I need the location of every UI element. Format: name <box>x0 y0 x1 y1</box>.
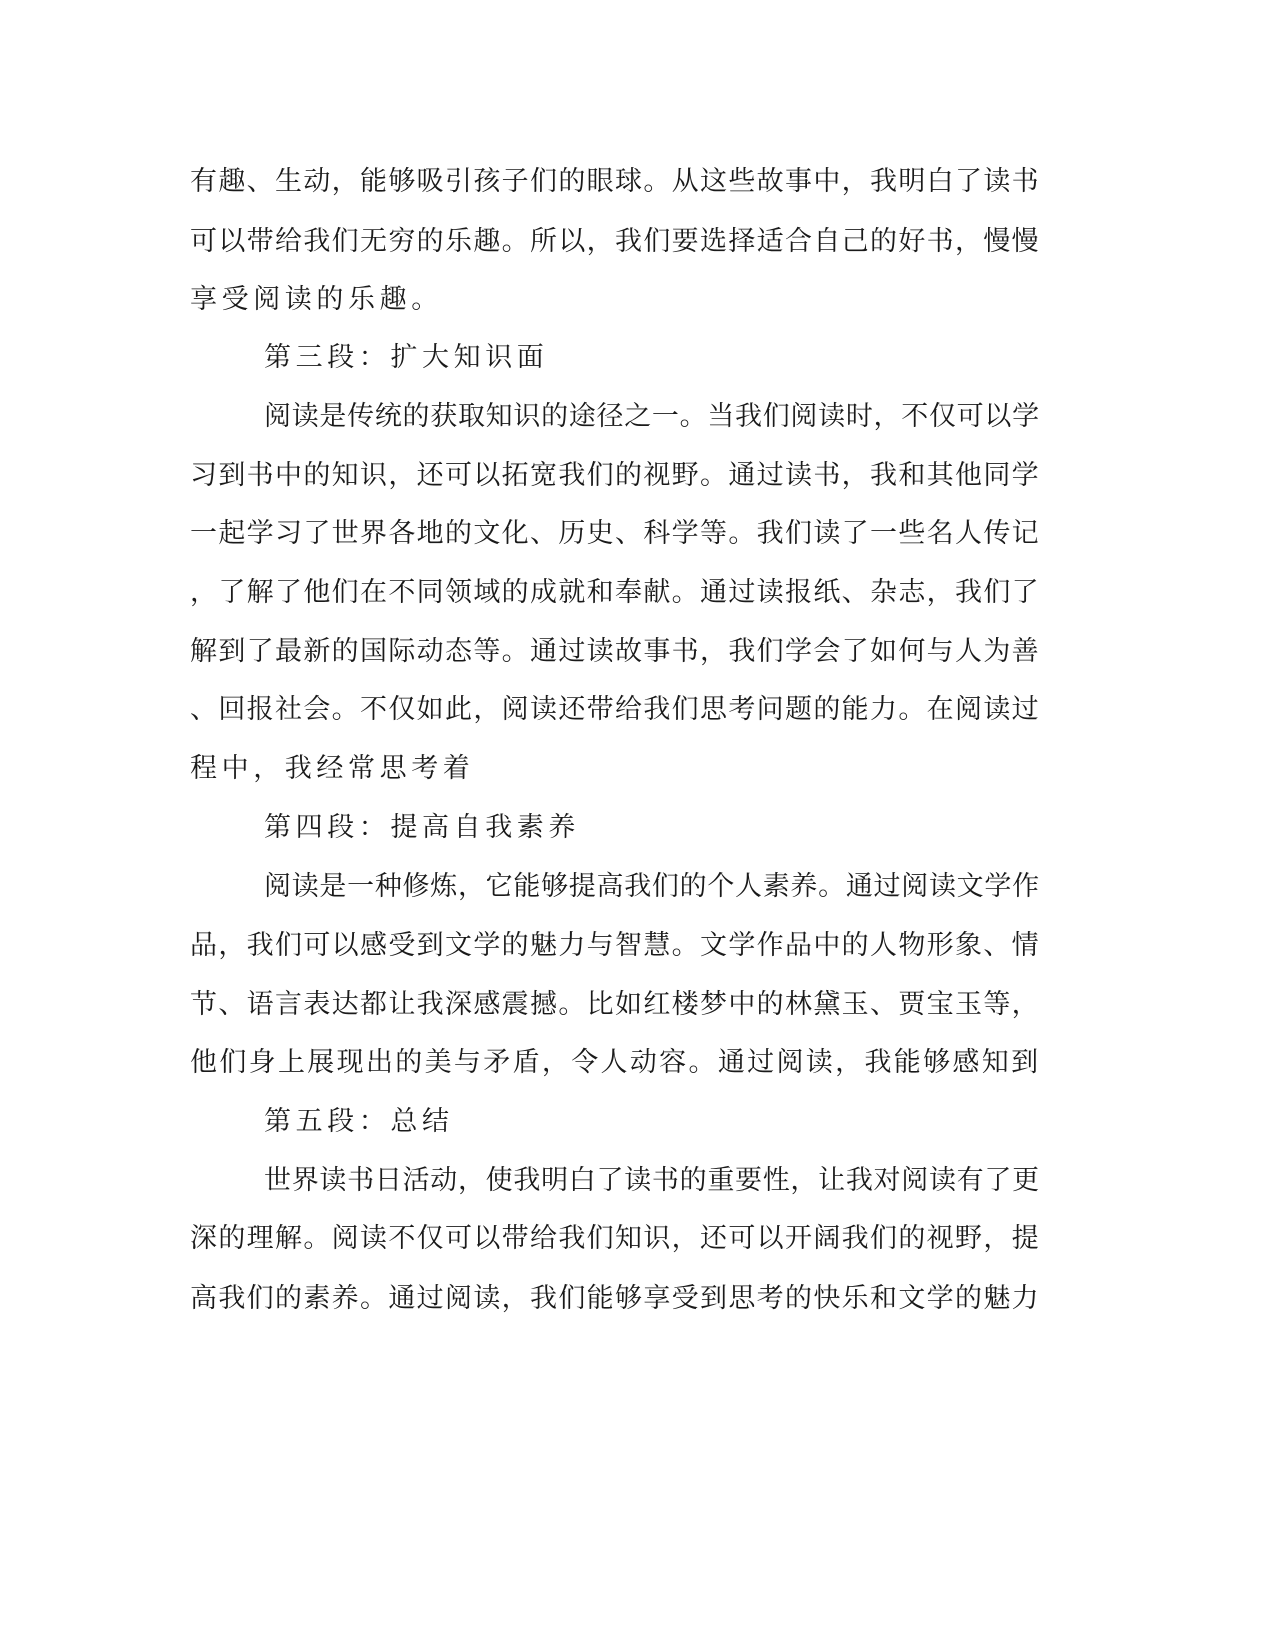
section-heading: 第四段：提高自我素养 <box>264 812 580 843</box>
text-line: 他们身上展现出的美与矛盾，令人动容。通过阅读，我能够感知到 <box>190 1047 1041 1078</box>
text-line: 深的理解。阅读不仅可以带给我们知识，还可以开阔我们的视野，提 <box>190 1223 1040 1254</box>
text-line: 一起学习了世界各地的文化、历史、科学等。我们读了一些名人传记 <box>190 518 1040 549</box>
paragraph-first-line: 阅读是一种修炼，它能够提高我们的个人素养。通过阅读文学作 <box>264 871 1040 902</box>
paragraph-first-line: 世界读书日活动，使我明白了读书的重要性，让我对阅读有了更 <box>264 1165 1040 1196</box>
text-line: 品，我们可以感受到文学的魅力与智慧。文学作品中的人物形象、情 <box>190 930 1040 961</box>
text-line: 有趣、生动，能够吸引孩子们的眼球。从这些故事中，我明白了读书 <box>190 166 1040 197</box>
text-line: 节、语言表达都让我深感震撼。比如红楼梦中的林黛玉、贾宝玉等， <box>190 989 1040 1020</box>
paragraph-first-line: 阅读是传统的获取知识的途径之一。当我们阅读时，不仅可以学 <box>264 401 1040 432</box>
text-line: 解到了最新的国际动态等。通过读故事书，我们学会了如何与人为善 <box>190 636 1040 667</box>
text-line: 高我们的素养。通过阅读，我们能够享受到思考的快乐和文学的魅力 <box>190 1283 1040 1314</box>
section-heading: 第三段：扩大知识面 <box>264 342 549 373</box>
text-line: 习到书中的知识，还可以拓宽我们的视野。通过读书，我和其他同学 <box>190 460 1040 491</box>
text-line: 享受阅读的乐趣。 <box>190 284 443 315</box>
text-line: 、回报社会。不仅如此，阅读还带给我们思考问题的能力。在阅读过 <box>190 694 1040 725</box>
section-heading: 第五段：总结 <box>264 1106 454 1137</box>
text-line: 程中，我经常思考着 <box>190 753 475 784</box>
text-line: 可以带给我们无穷的乐趣。所以，我们要选择适合自己的好书，慢慢 <box>190 226 1040 257</box>
text-line: ，了解了他们在不同领域的成就和奉献。通过读报纸、杂志，我们了 <box>190 577 1040 608</box>
